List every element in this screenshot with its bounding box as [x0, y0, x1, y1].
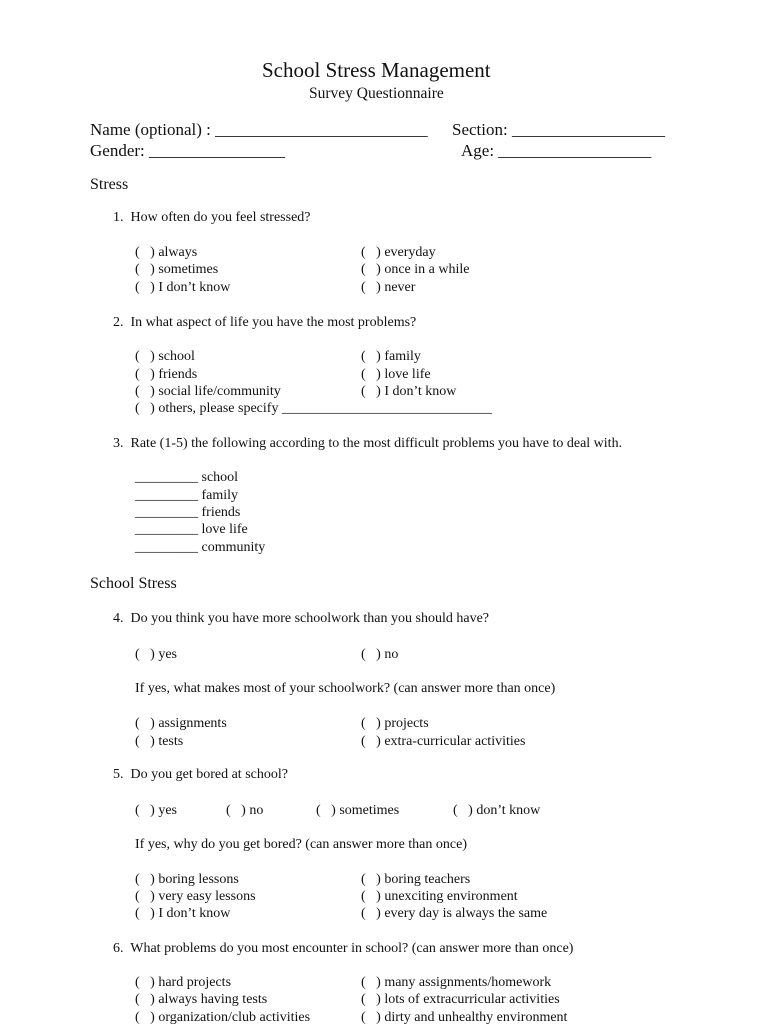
q5-option-dont-know-2[interactable]: ( ) I don’t know	[135, 906, 231, 921]
question-5: 5. Do you get bored at school?	[113, 767, 288, 782]
q5-option-unexciting-environment[interactable]: ( ) unexciting environment	[361, 889, 518, 904]
q6-option-homework[interactable]: ( ) many assignments/homework	[361, 975, 552, 990]
q4-option-extracurricular[interactable]: ( ) extra-curricular activities	[361, 734, 526, 749]
q4-option-yes[interactable]: ( ) yes	[135, 647, 177, 662]
q4-option-no[interactable]: ( ) no	[361, 647, 399, 662]
question-1: 1. How often do you feel stressed?	[113, 210, 311, 225]
q1-option-never[interactable]: ( ) never	[361, 280, 416, 295]
q5-option-no[interactable]: ( ) no	[226, 803, 264, 818]
q2-option-dont-know[interactable]: ( ) I don’t know	[361, 384, 457, 399]
gender-field[interactable]: Gender: ________________	[90, 141, 286, 160]
q5-option-same-every-day[interactable]: ( ) every day is always the same	[361, 906, 548, 921]
q6-option-hard-projects[interactable]: ( ) hard projects	[135, 975, 232, 990]
q6-option-dirty-environment[interactable]: ( ) dirty and unhealthy environment	[361, 1010, 568, 1025]
q5-option-boring-teachers[interactable]: ( ) boring teachers	[361, 872, 471, 887]
q1-option-sometimes[interactable]: ( ) sometimes	[135, 262, 219, 277]
section-heading-stress: Stress	[90, 176, 129, 193]
q1-option-once-in-a-while[interactable]: ( ) once in a while	[361, 262, 470, 277]
q5-option-yes[interactable]: ( ) yes	[135, 803, 177, 818]
q3-rate-family[interactable]: _________ family	[135, 488, 239, 503]
name-field[interactable]: Name (optional) : _________________________	[90, 120, 428, 139]
q2-option-others[interactable]: ( ) others, please specify ______________________________	[135, 401, 492, 416]
question-4: 4. Do you think you have more schoolwork than you should have?	[113, 611, 489, 626]
q3-rate-community[interactable]: _________ community	[135, 540, 266, 555]
q3-rate-friends[interactable]: _________ friends	[135, 505, 241, 520]
q4-followup: If yes, what makes most of your schoolwork? (can answer more than once)	[135, 681, 556, 696]
q2-option-family[interactable]: ( ) family	[361, 349, 421, 364]
q4-option-projects[interactable]: ( ) projects	[361, 716, 429, 731]
q5-option-sometimes[interactable]: ( ) sometimes	[316, 803, 400, 818]
question-2: 2. In what aspect of life you have the most problems?	[113, 315, 417, 330]
page-title: School Stress Management	[262, 58, 491, 82]
q5-option-dont-know[interactable]: ( ) don’t know	[453, 803, 541, 818]
q3-rate-school[interactable]: _________ school	[135, 470, 239, 485]
q4-option-tests[interactable]: ( ) tests	[135, 734, 184, 749]
page-subtitle: Survey Questionnaire	[309, 85, 444, 102]
q3-rate-love-life[interactable]: _________ love life	[135, 522, 248, 537]
question-3: 3. Rate (1-5) the following according to the most difficult problems you have to deal with.	[113, 436, 623, 451]
section-heading-school-stress: School Stress	[90, 575, 177, 592]
section-field[interactable]: Section: __________________	[452, 120, 665, 139]
q2-option-school[interactable]: ( ) school	[135, 349, 195, 364]
q1-option-dont-know[interactable]: ( ) I don’t know	[135, 280, 231, 295]
q1-option-always[interactable]: ( ) always	[135, 245, 198, 260]
q2-option-love-life[interactable]: ( ) love life	[361, 367, 431, 382]
q6-option-club-activities[interactable]: ( ) organization/club activities	[135, 1010, 311, 1025]
q1-option-everyday[interactable]: ( ) everyday	[361, 245, 436, 260]
q2-option-friends[interactable]: ( ) friends	[135, 367, 198, 382]
q4-option-assignments[interactable]: ( ) assignments	[135, 716, 227, 731]
age-field[interactable]: Age: __________________	[461, 141, 652, 160]
q5-option-boring-lessons[interactable]: ( ) boring lessons	[135, 872, 239, 887]
q5-followup: If yes, why do you get bored? (can answer more than once)	[135, 837, 467, 852]
q2-option-social-life[interactable]: ( ) social life/community	[135, 384, 281, 399]
question-6: 6. What problems do you most encounter in school? (can answer more than once)	[113, 941, 574, 956]
q6-option-extracurricular[interactable]: ( ) lots of extracurricular activities	[361, 992, 560, 1007]
q6-option-tests[interactable]: ( ) always having tests	[135, 992, 268, 1007]
q5-option-easy-lessons[interactable]: ( ) very easy lessons	[135, 889, 256, 904]
